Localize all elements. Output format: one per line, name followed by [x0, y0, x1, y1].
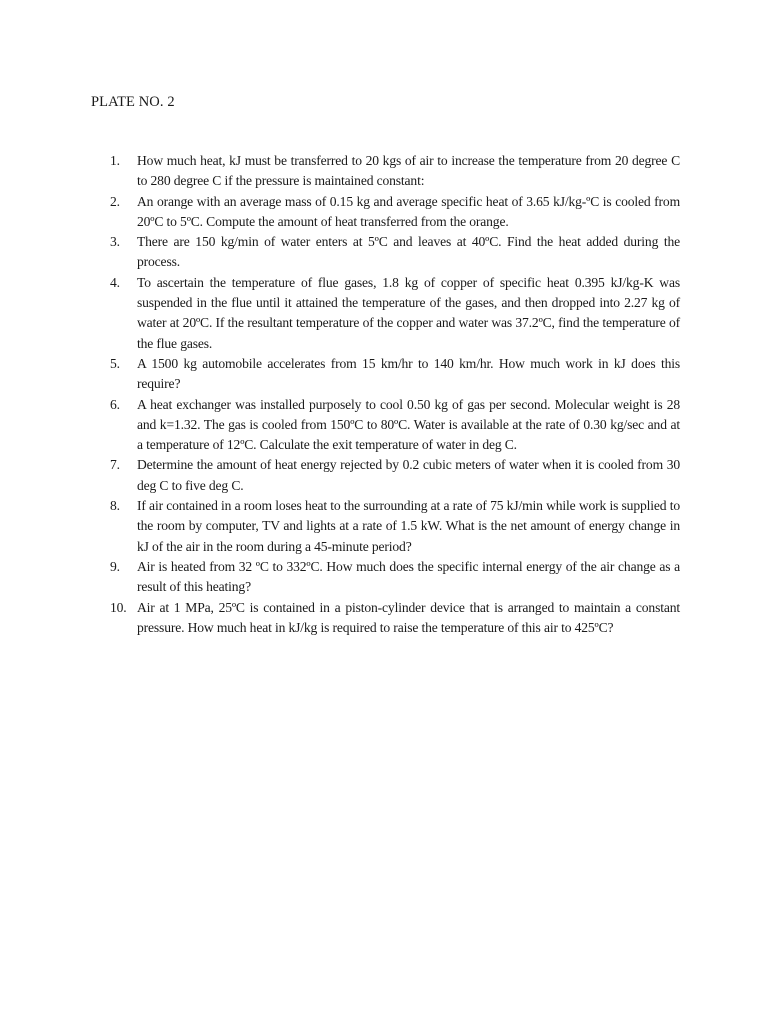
problem-number: 6.: [110, 396, 120, 412]
problem-number: 4.: [110, 274, 120, 290]
problem-item-1: [110, 151, 680, 192]
problem-number: 7.: [110, 457, 120, 473]
plate-title: PLATE NO. 2: [91, 94, 175, 110]
problem-text: There are 150 kg/min of water enters at 5ºC and leaves at 40ºC. Find the heat added during the process.: [137, 234, 680, 270]
problem-text: A 1500 kg automobile accelerates from 15 km/hr to 140 km/hr. How much work in kJ does this require?: [137, 355, 680, 392]
problem-text: A heat exchanger was installed purposely to cool 0.50 kg of gas per second. Molecular weight is 28 and k=1.32. The gas is cooled from 150ºC to 80ºC. Water is available at the rate of 0.30 kg/sec and at a temperature of 12ºC. Calculate the exit temperature of water in deg C.: [137, 396, 680, 453]
problem-item-6: [110, 395, 680, 456]
problem-number: 10.: [110, 599, 127, 615]
problem-item-7: [110, 455, 680, 496]
problem-item-3: [110, 232, 680, 273]
problem-number: 5.: [110, 355, 120, 371]
problem-text: Determine the amount of heat energy rejected by 0.2 cubic meters of water when it is cooled from 30 deg C to five deg C.: [137, 457, 680, 493]
problem-item-4: [110, 273, 680, 354]
problem-number: 3.: [110, 234, 120, 250]
problem-text: If air contained in a room loses heat to the surrounding at a rate of 75 kJ/min while work is supplied to the room by computer, TV and lights at a rate of 1.5 kW. What is the net amount of energy change in kJ of the air in the room during a 45-minute period?: [137, 498, 680, 554]
problem-text: Air at 1 MPa, 25ºC is contained in a piston-cylinder device that is arranged to maintain a constant pressure. How much heat in kJ/kg is required to raise the temperature of this air to 425ºC?: [137, 599, 680, 635]
problem-text: An orange with an average mass of 0.15 kg and average specific heat of 3.65 kJ/kg-ºC is cooled from 20ºC to 5ºC. Compute the amount of heat transferred from the orange.: [137, 193, 680, 229]
problem-text: To ascertain the temperature of flue gases, 1.8 kg of copper of specific heat 0.395 kJ/kg-K was suspended in the flue until it attained the temperature of the gases, and then dropped into 2.27 kg of water at 20ºC. If the resultant temperature of the copper and water was 37.2ºC, find the temperature of the flue gases.: [137, 274, 680, 351]
problem-list: [110, 151, 680, 638]
problem-item-9: [110, 557, 680, 598]
problem-number: 9.: [110, 558, 120, 574]
problem-item-2: [110, 192, 680, 233]
problem-text: Air is heated from 32 ºC to 332ºC. How much does the specific internal energy of the air change as a result of this heating?: [137, 558, 680, 595]
problem-number: 8.: [110, 498, 120, 514]
problem-item-5: [110, 354, 680, 395]
problem-number: 1.: [110, 153, 120, 168]
problem-text: How much heat, kJ must be transferred to 20 kgs of air to increase the temperature from 20 degree C to 280 degree C if the pressure is maintained constant:: [137, 153, 680, 189]
problem-item-8: [110, 496, 680, 557]
problem-item-10: [110, 598, 680, 639]
problem-number: 2.: [110, 193, 120, 209]
